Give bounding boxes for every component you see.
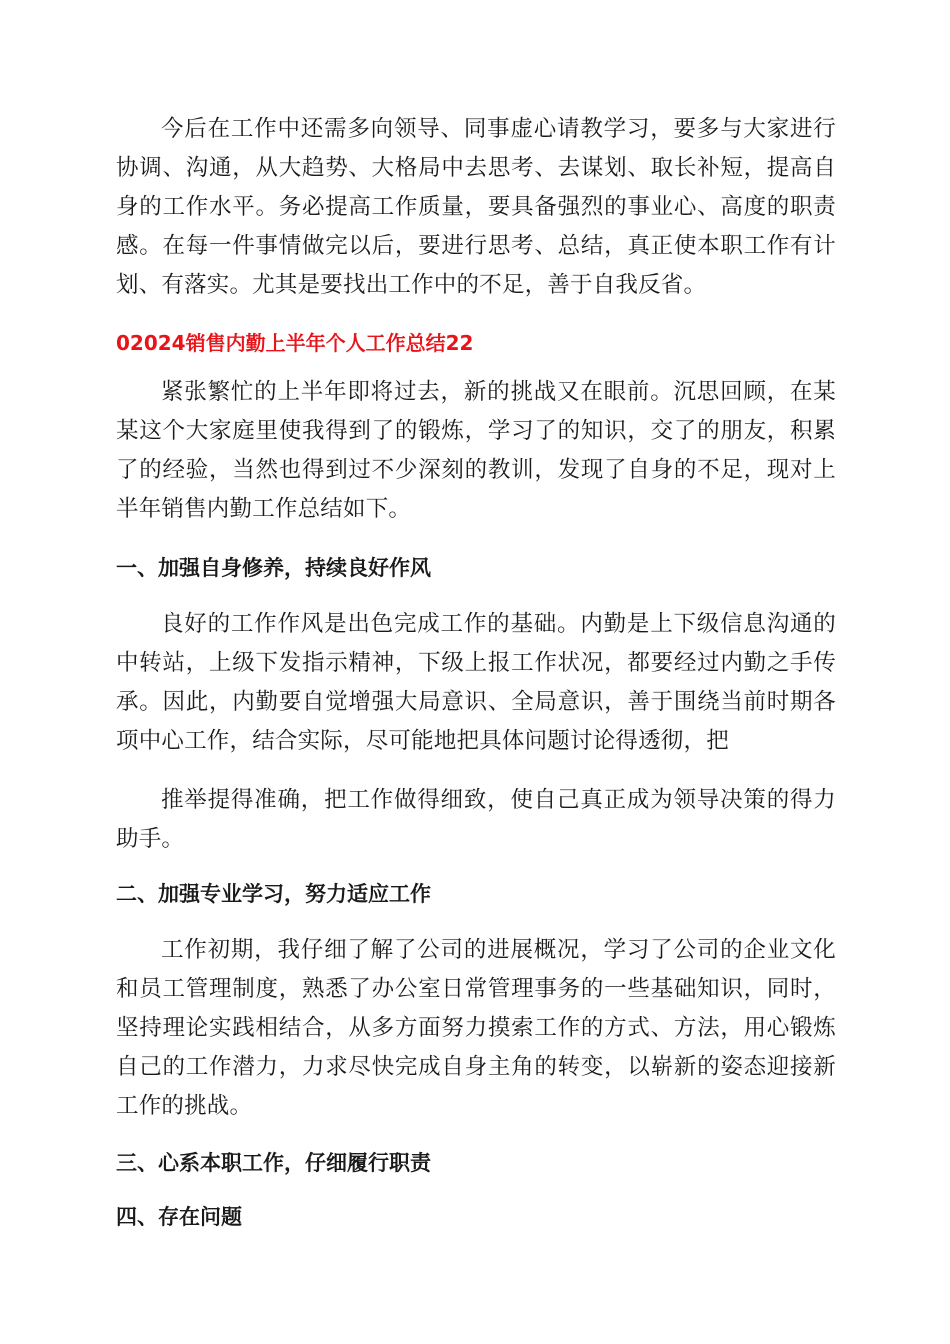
paragraph-professional-study: 工作初期，我仔细了解了公司的进展概况，学习了公司的企业文化和员工管理制度，熟悉了办公室日常管理事务的一些基础知识，同时，坚持理论实践相结合，从多方面努力摸索工作的方式、方法，用心锻炼自己的工作潜力，力求尽快完成自身主角的转变，以崭新的姿态迎接新工作的挑战。: [116, 937, 836, 1119]
section-heading-1: 一、加强自身修养，持续良好作风: [116, 556, 431, 580]
paragraph-work-style-continued: 推举提得准确，把工作做得细致，使自己真正成为领导决策的得力助手。: [116, 787, 836, 852]
paragraph-self-improvement: 今后在工作中还需多向领导、同事虚心请教学习，要多与大家进行协调、沟通，从大趋势、大格局中去思考、去谋划、取长补短，提高自身的工作水平。务必提高工作质量，要具备强烈的事业心、高度的职责感。在每一件事情做完以后，要进行思考、总结，真正使本职工作有计划、有落实。尤其是要找出工作中的不足，善于自我反省。: [116, 116, 836, 298]
section-heading-2: 二、加强专业学习，努力适应工作: [116, 882, 431, 906]
paragraph-intro: 紧张繁忙的上半年即将过去，新的挑战又在眼前。沉思回顾，在某某这个大家庭里使我得到了的锻炼，学习了的知识，交了的朋友，积累了的经验，当然也得到过不少深刻的教训，发现了自身的不足，现对上半年销售内勤工作总结如下。: [116, 379, 836, 522]
document-body: [116, 110, 836, 1232]
section-heading-3: 三、心系本职工作，仔细履行职责: [116, 1151, 431, 1175]
section-heading-4: 四、存在问题: [116, 1205, 242, 1229]
paragraph-work-style: 良好的工作作风是出色完成工作的基础。内勤是上下级信息沟通的中转站，上级下发指示精神，下级上报工作状况，都要经过内勤之手传承。因此，内勤要自觉增强大局意识、全局意识，善于围绕当前时期各项中心工作，结合实际，尽可能地把具体问题讨论得透彻，把: [116, 611, 836, 754]
document-title: 02024销售内勤上半年个人工作总结22: [116, 331, 474, 355]
